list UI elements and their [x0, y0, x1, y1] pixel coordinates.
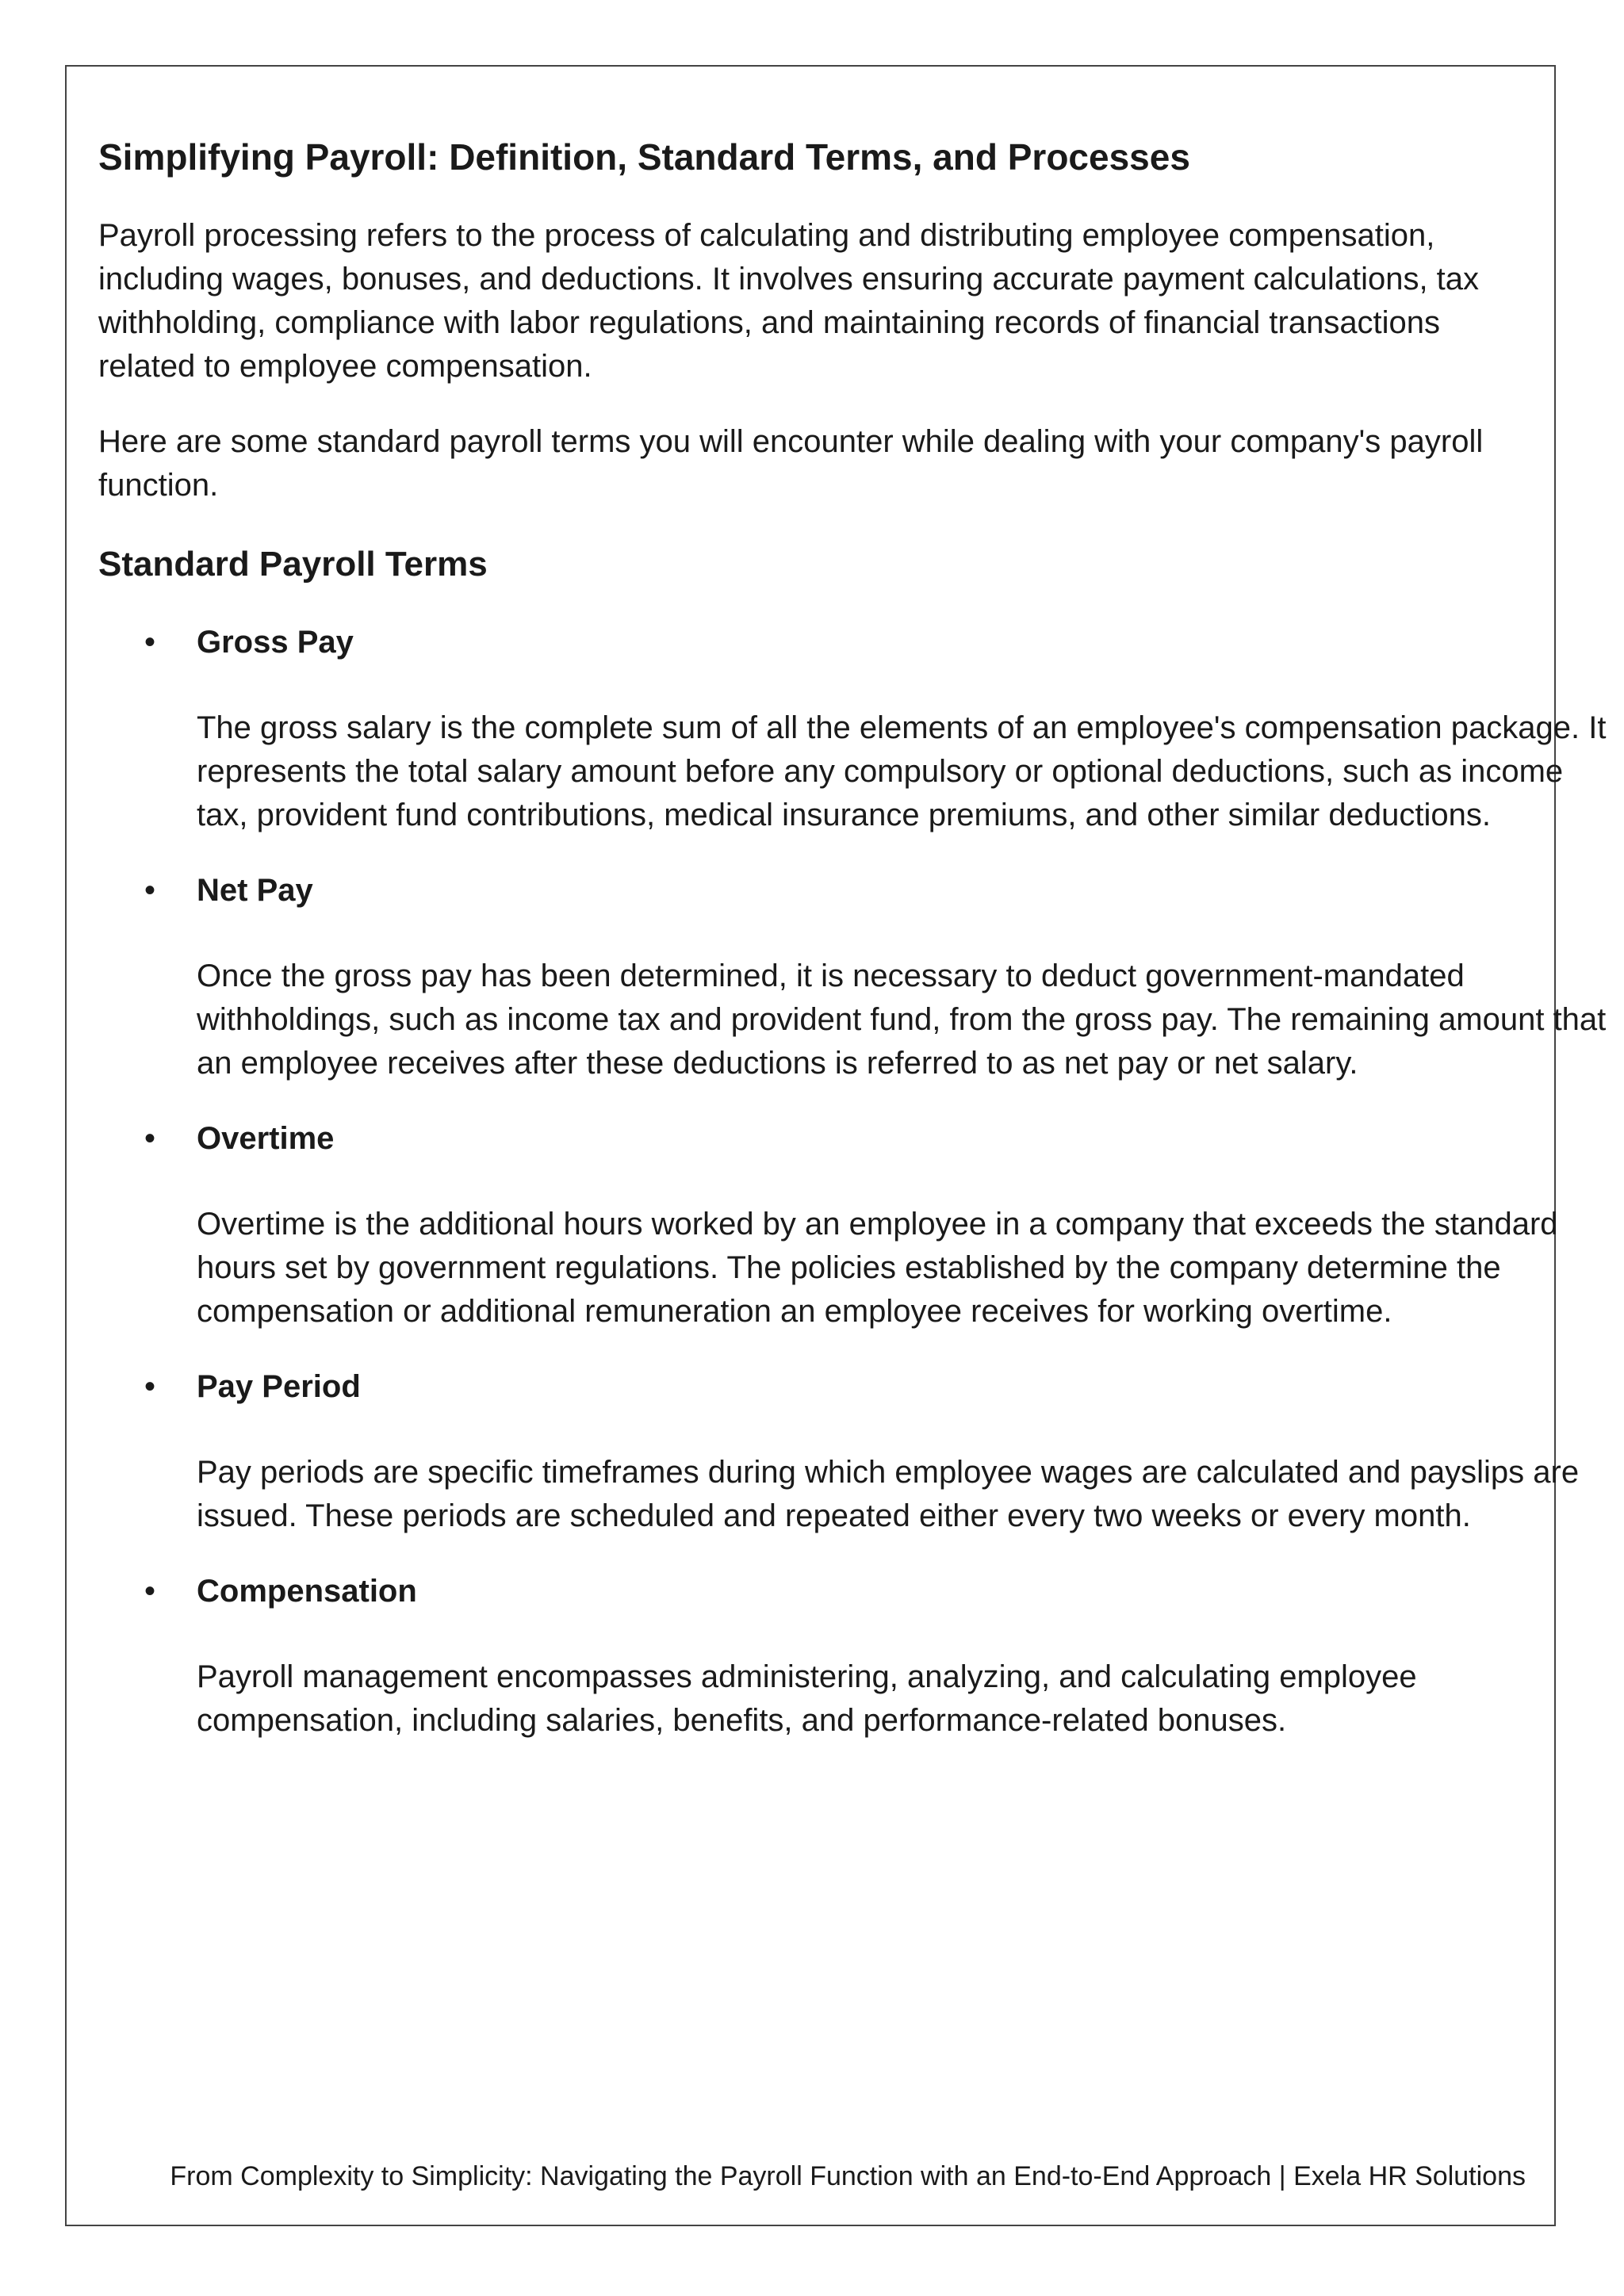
- list-item: [98, 621, 1607, 837]
- term-title: Compensation: [197, 1573, 417, 1609]
- bullet-icon: •: [144, 1573, 156, 1609]
- term-description: Overtime is the additional hours worked by an employee in a company that exceeds the standard hours set by government regulations. The policies established by the company determine the compensation or additional remuneration an employee receives for working overtime.: [197, 1206, 1558, 1329]
- term-description: Pay periods are specific timeframes during which employee wages are calculated and payslips are issued. These periods are scheduled and repeated either every two weeks or every month.: [197, 1454, 1580, 1533]
- term-title: Overtime: [197, 1120, 335, 1156]
- list-item: [98, 869, 1607, 1085]
- intro-paragraph: Payroll processing refers to the process of calculating and distributing employee compensation, including wages, bonuses, and deductions. It involves ensuring accurate payment calculations, tax withholding, compliance with labor regulations, and maintaining records of financial transactions related to employee compensation.: [98, 217, 1480, 384]
- document-body: [98, 135, 1607, 1774]
- term-description: Payroll management encompasses administering, analyzing, and calculating employee compensation, including salaries, benefits, and performance-related bonuses.: [197, 1659, 1417, 1738]
- term-description: The gross salary is the complete sum of all the elements of an employee's compensation package. It represents the total salary amount before any compulsory or optional deductions, such as income tax, provident fund contributions, medical insurance premiums, and other similar deductions.: [197, 710, 1607, 832]
- page-title: Simplifying Payroll: Definition, Standard Terms, and Processes: [98, 136, 1190, 178]
- list-item: [98, 1570, 1526, 1743]
- terms-list: [98, 621, 1607, 1743]
- list-item: [98, 1117, 1558, 1334]
- term-description: Once the gross pay has been determined, it is necessary to deduct government-mandated withholdings, such as income tax and provident fund, from the gross pay. The remaining amount that an employee receives after these deductions is referred to as net pay or net salary.: [197, 958, 1607, 1081]
- section-heading: Standard Payroll Terms: [98, 544, 488, 584]
- term-title: Pay Period: [197, 1368, 361, 1404]
- bullet-icon: •: [144, 872, 156, 908]
- page-footer: From Complexity to Simplicity: Navigating the Payroll Function with an End-to-End Approach | Exela HR Solutions: [170, 2161, 1526, 2191]
- bullet-icon: •: [144, 624, 156, 660]
- bullet-icon: •: [144, 1120, 156, 1156]
- intro-paragraph: Here are some standard payroll terms you will encounter while dealing with your company's payroll function.: [98, 423, 1484, 503]
- term-title: Gross Pay: [197, 624, 354, 660]
- list-item: [98, 1365, 1580, 1538]
- term-title: Net Pay: [197, 872, 313, 908]
- bullet-icon: •: [144, 1368, 156, 1404]
